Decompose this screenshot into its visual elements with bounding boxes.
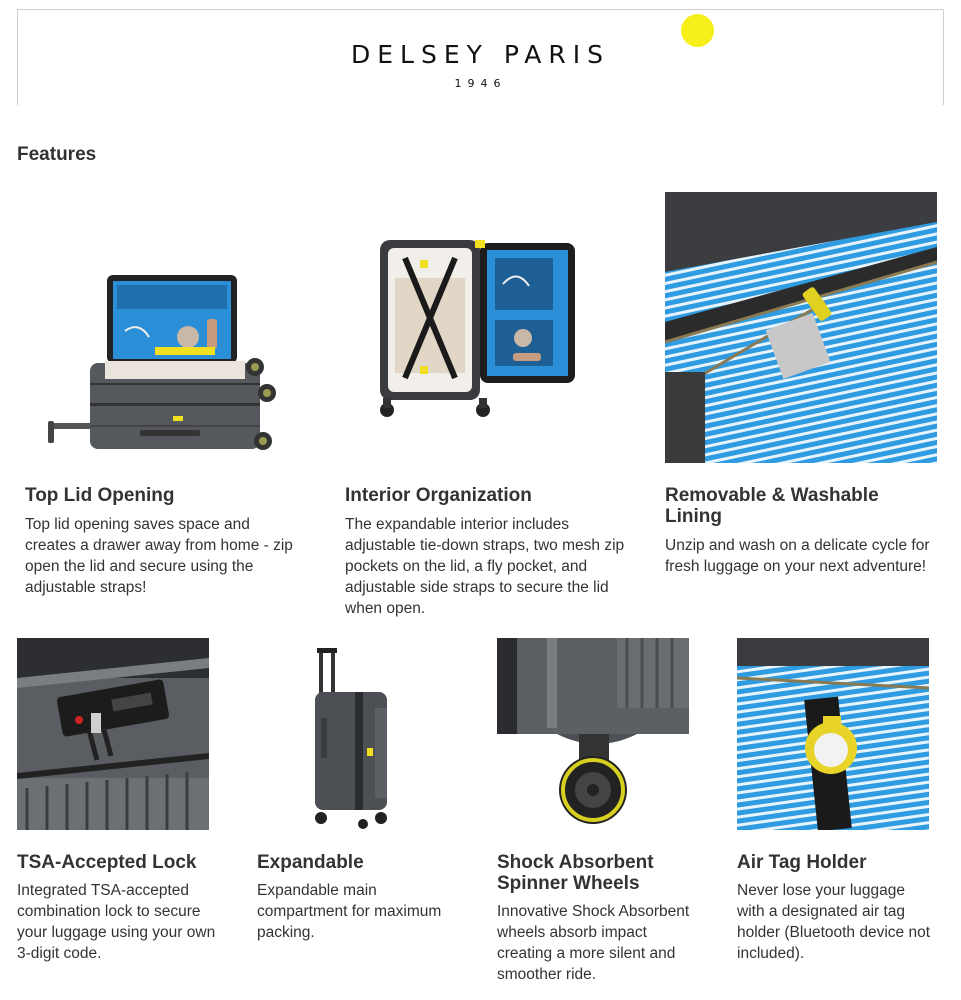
feature-card-lining bbox=[665, 192, 940, 612]
yellow-dot-icon bbox=[681, 14, 714, 47]
feature-card-spinner-wheels bbox=[497, 638, 722, 988]
feature-card-tsa-lock bbox=[17, 638, 242, 968]
feature-card-air-tag bbox=[737, 638, 952, 968]
feature-card-interior bbox=[345, 190, 645, 620]
feature-title: Expandable bbox=[257, 852, 364, 873]
feature-card-expandable bbox=[257, 638, 482, 968]
feature-title: Shock Absorbent Spinner Wheels bbox=[497, 852, 654, 894]
striped-lining-image bbox=[665, 192, 937, 463]
brand-year: 1946 bbox=[454, 77, 507, 90]
brand-logo: DELSEY PARIS bbox=[350, 40, 611, 69]
feature-title: Top Lid Opening bbox=[25, 485, 175, 506]
feature-description: Unzip and wash on a delicate cycle for fresh luggage on your next adventure! bbox=[665, 537, 930, 575]
feature-title: Interior Organization bbox=[345, 485, 532, 506]
feature-description: Innovative Shock Absorbent wheels absorb impact creating a more silent and smoother ride. bbox=[497, 903, 690, 983]
open-suitcase-interior-image bbox=[375, 238, 585, 423]
feature-description: Integrated TSA-accepted combination lock to secure your luggage using your own 3-digit code. bbox=[17, 882, 216, 962]
spinner-wheel-image bbox=[497, 638, 689, 830]
feature-description: Top lid opening saves space and creates a drawer away from home - zip open the lid and secure using the adjustable straps! bbox=[25, 516, 293, 596]
feature-title: TSA-Accepted Lock bbox=[17, 852, 197, 873]
feature-title: Removable & Washable Lining bbox=[665, 485, 879, 527]
feature-description: The expandable interior includes adjustable tie-down straps, two mesh zip pockets on the lid, a fly pocket, and adjustable side straps to secure the lid when open. bbox=[345, 516, 625, 617]
section-title: Features bbox=[17, 144, 97, 165]
tsa-lock-image bbox=[17, 638, 209, 830]
expandable-suitcase-image bbox=[307, 648, 407, 830]
brand-banner bbox=[17, 9, 944, 105]
feature-title: Air Tag Holder bbox=[737, 852, 867, 873]
feature-card-top-lid bbox=[25, 190, 315, 610]
air-tag-holder-image bbox=[737, 638, 929, 830]
feature-description: Never lose your luggage with a designated air tag holder (Bluetooth device not included). bbox=[737, 882, 931, 962]
feature-description: Expandable main compartment for maximum packing. bbox=[257, 882, 442, 941]
top-lid-suitcase-image bbox=[45, 275, 285, 460]
